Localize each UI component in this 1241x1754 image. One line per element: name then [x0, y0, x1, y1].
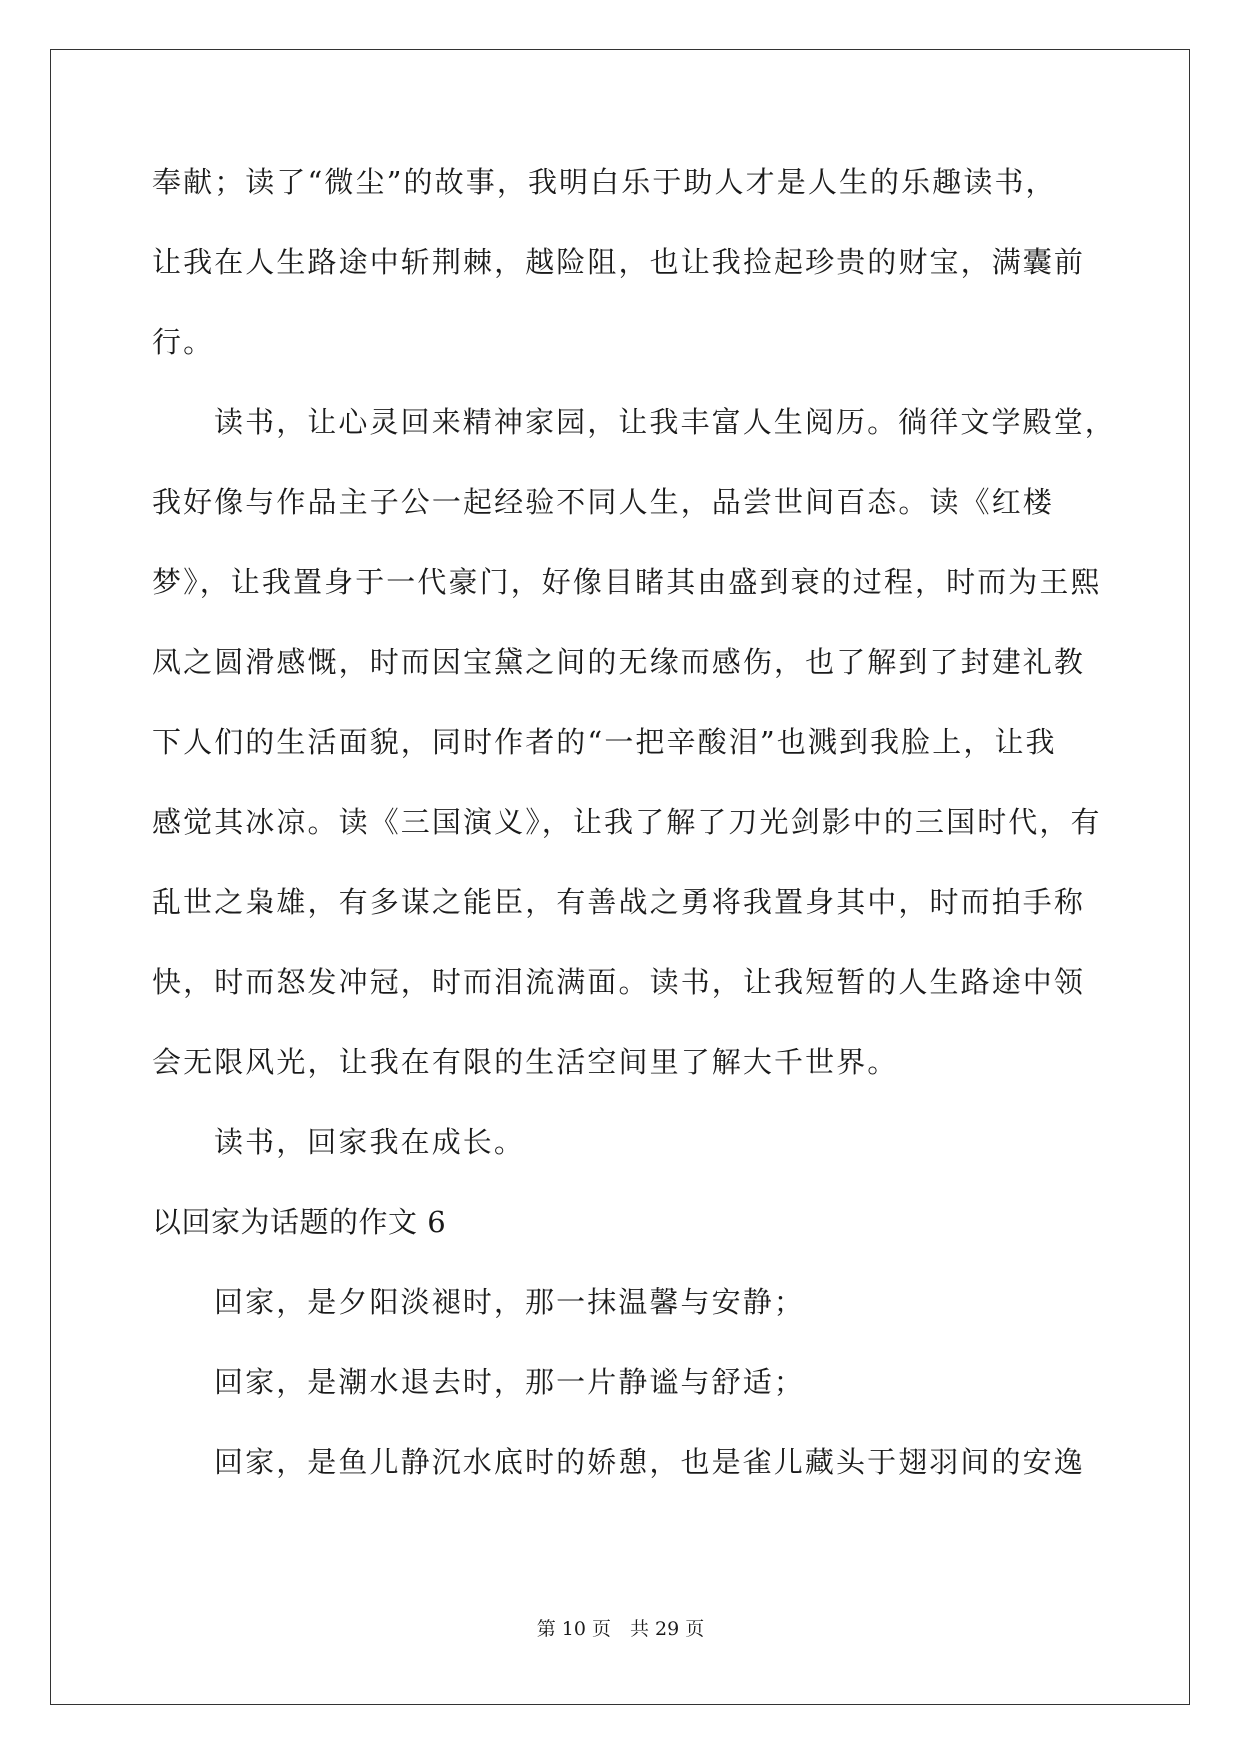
paragraph-start-line: 回家，是潮水退去时，那一片静谧与舒适； [214, 1365, 805, 1399]
body-line: 我好像与作品主子公一起经验不同人生，品尝世间百态。读《红楼 [152, 485, 1054, 519]
page-number-footer: 第 10 页 共 29 页 [536, 1618, 705, 1640]
body-line: 行。 [152, 325, 215, 359]
body-line: 下人们的生活面貌，同时作者的“一把辛酸泪”也溅到我脸上，让我 [152, 725, 1057, 759]
body-line: 乱世之枭雄，有多谋之能臣，有善战之勇将我置身其中，时而拍手称 [152, 885, 1086, 919]
body-line: 让我在人生路途中斩荆棘，越险阻，也让我捡起珍贵的财宝，满囊前 [152, 245, 1086, 279]
body-line: 会无限风光，让我在有限的生活空间里了解大千世界。 [152, 1045, 899, 1079]
body-line: 快，时而怒发冲冠，时而泪流满面。读书，让我短暂的人生路途中领 [152, 965, 1086, 999]
section-heading: 以回家为话题的作文 6 [152, 1205, 447, 1239]
body-line: 梦》，让我置身于一代豪门，好像目睹其由盛到衰的过程，时而为王熙 [152, 565, 1102, 599]
body-line: 感觉其冰凉。读《三国演义》，让我了解了刀光剑影中的三国时代，有 [152, 805, 1102, 839]
body-line: 凤之圆滑感慨，时而因宝黛之间的无缘而感伤，也了解到了封建礼教 [152, 645, 1086, 679]
paragraph-start-line: 回家，是夕阳淡褪时，那一抹温馨与安静； [214, 1285, 805, 1319]
paragraph-start-line: 读书，让心灵回来精神家园，让我丰富人生阅历。徜徉文学殿堂， [214, 405, 1116, 439]
body-line: 奉献；读了“微尘”的故事，我明白乐于助人才是人生的乐趣读书， [152, 165, 1057, 199]
paragraph-start-line: 回家，是鱼儿静沉水底时的娇憩，也是雀儿藏头于翅羽间的安逸 [214, 1445, 1085, 1479]
paragraph-start-line: 读书，回家我在成长。 [214, 1125, 526, 1159]
